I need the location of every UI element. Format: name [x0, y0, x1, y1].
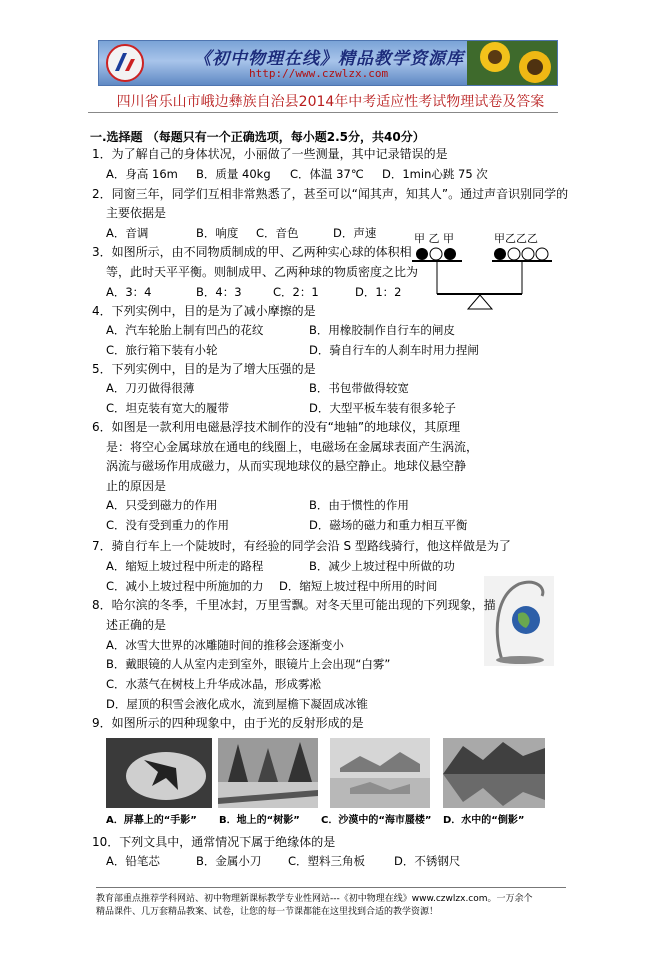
q1-option-b: B．质量 40kg	[196, 167, 271, 181]
header-banner	[98, 40, 558, 86]
q9-stem: 9．如图所示的四种现象中，由于光的反射形成的是	[92, 716, 364, 730]
ball-yi-2	[508, 248, 520, 260]
footer-line-1: 教育部重点推荐学科网站、初中物理新课标教学专业性网站---《初中物理在线》www.czwlzx.com。一万余个	[96, 894, 533, 904]
q3-option-a: A．3：4	[106, 285, 152, 299]
hand-shadow-photo	[106, 738, 212, 808]
q10-option-c: C．塑料三角板	[288, 854, 366, 868]
q2-stem-line1: 2．同窗三年，同学们互相非常熟悉了，甚至可以“闻其声，知其人”。通过声音识别同学的	[92, 187, 569, 201]
q6-option-a: A．只受到磁力的作用	[106, 498, 218, 512]
q7-option-c: C．减小上坡过程中所施加的力	[106, 579, 264, 593]
banner-url: http://www.czwlzx.com	[249, 67, 389, 80]
q10-option-d: D．不锈钢尺	[394, 854, 461, 868]
q8-option-a: A．冰雪大世界的冰雕随时间的推移会逐渐变小	[106, 638, 344, 652]
q4-stem: 4．下列实例中，目的是为了减小摩擦的是	[92, 304, 316, 318]
document-title: 四川省乐山市峨边彝族自治县2014年中考适应性考试物理试卷及答案	[116, 94, 545, 110]
q5-option-c: C．坦克装有宽大的履带	[106, 401, 230, 415]
q9-caption-b: B．地上的“树影”	[219, 815, 300, 826]
section-heading: 一.选择题 （每题只有一个正确选项，每小题2.5分，共40分）	[90, 130, 425, 144]
q5-option-b: B．书包带做得较宽	[309, 381, 409, 395]
levitating-globe-figure	[484, 576, 554, 666]
q3-option-d: D．1：2	[355, 285, 402, 299]
q2-stem-line2: 主要依据是	[106, 206, 167, 220]
q8-stem-line2: 述正确的是	[106, 618, 167, 632]
q2-option-c: C．音色	[256, 226, 299, 240]
q6-stem-line2: 是：将空心金属球放在通电的线圈上，电磁场在金属球表面产生涡流，	[106, 440, 479, 454]
q6-stem-line3: 涡流与磁场作用成磁力，从而实现地球仪的悬空静止。地球仪悬空静	[106, 459, 467, 473]
q3-option-c: C．2：1	[273, 285, 319, 299]
q1-option-c: C．体温 37℃	[290, 167, 364, 181]
banner-title: 《初中物理在线》精品教学资源库	[194, 49, 464, 69]
q8-option-b: B．戴眼镜的人从室内走到室外，眼镜片上会出现“白雾”	[106, 657, 391, 671]
q5-option-a: A．刀刃做得很薄	[106, 381, 195, 395]
balance-scale-figure	[410, 242, 555, 312]
q7-stem: 7．骑自行车上一个陡坡时，有经验的同学会沿 S 型路线骑行，他这样做是为了	[92, 539, 511, 553]
footer-line-2: 精品课件、几万套精品教案、试卷，让您的每一节课都能在这里找到合适的教学资源！	[96, 907, 439, 917]
title-divider	[88, 112, 558, 113]
q8-option-d: D．屋顶的积雪会液化成水，流到屋檐下凝固成冰锥	[106, 697, 368, 711]
q10-option-a: A．铅笔芯	[106, 854, 160, 868]
q2-option-b: B．响度	[196, 226, 239, 240]
q7-option-d: D．缩短上坡过程中所用的时间	[279, 579, 438, 593]
q4-option-c: C．旅行箱下装有小轮	[106, 343, 218, 357]
q1-stem: 1．为了解自己的身体状况，小丽做了一些测量，其中记录错误的是	[92, 147, 448, 161]
balance-right-labels: 甲乙乙乙	[494, 232, 538, 245]
tree-shadow-photo	[218, 738, 318, 808]
q6-option-c: C．没有受到重力的作用	[106, 518, 230, 532]
q9-caption-a: A．屏幕上的“手影”	[106, 815, 197, 826]
q4-option-d: D．骑自行车的人刹车时用力捏闸	[309, 343, 479, 357]
sunflower-icon	[467, 41, 557, 85]
footer-divider	[96, 887, 566, 888]
q5-option-d: D．大型平板车装有很多轮子	[309, 401, 456, 415]
q6-option-b: B．由于惯性的作用	[309, 498, 409, 512]
footer-note	[96, 893, 566, 919]
ball-jia-2	[444, 248, 456, 260]
mirage-photo	[330, 738, 430, 808]
q4-option-a: A．汽车轮胎上制有凹凸的花纹	[106, 323, 264, 337]
q2-option-a: A．音调	[106, 226, 149, 240]
q7-option-a: A．缩短上坡过程中所走的路程	[106, 559, 264, 573]
ball-yi-3	[522, 248, 534, 260]
q3-option-b: B．4：3	[196, 285, 242, 299]
ball-yi-1	[430, 248, 442, 260]
q10-stem: 10．下列文具中，通常情况下属于绝缘体的是	[92, 835, 336, 849]
q3-stem-line1: 3．如图所示，由不同物质制成的甲、乙两种实心球的体积相	[92, 245, 412, 259]
q6-stem-line4: 止的原因是	[106, 479, 167, 493]
site-logo-icon	[105, 43, 145, 83]
q4-option-b: B．用橡胶制作自行车的闸皮	[309, 323, 455, 337]
q1-option-d: D．1min心跳 75 次	[382, 167, 488, 181]
ball-yi-4	[536, 248, 548, 260]
q6-option-d: D．磁场的磁力和重力相互平衡	[309, 518, 468, 532]
q8-option-c: C．水蒸气在树枝上升华成冰晶，形成雾凇	[106, 677, 322, 691]
q3-stem-line2: 等，此时天平平衡。则制成甲、乙两种球的物质密度之比为	[106, 265, 419, 279]
q2-option-d: D．声速	[333, 226, 377, 240]
q9-caption-c: C．沙漠中的“海市蜃楼”	[321, 815, 432, 826]
water-reflection-photo	[443, 738, 545, 808]
q6-stem-line1: 6．如图是一款利用电磁悬浮技术制作的没有“地轴”的地球仪，其原理	[92, 420, 461, 434]
ball-jia-1	[416, 248, 428, 260]
q10-option-b: B．金属小刀	[196, 854, 262, 868]
balance-left-labels: 甲 乙 甲	[414, 232, 454, 245]
ball-jia-3	[494, 248, 506, 260]
q9-caption-d: D．水中的“倒影”	[443, 815, 525, 826]
q7-option-b: B．减少上坡过程中所做的功	[309, 559, 455, 573]
q5-stem: 5．下列实例中，目的是为了增大压强的是	[92, 362, 316, 376]
q1-option-a: A．身高 16m	[106, 167, 178, 181]
q8-stem-line1: 8．哈尔滨的冬季，千里冰封，万里雪飘。对冬天里可能出现的下列现象，描	[92, 598, 496, 612]
